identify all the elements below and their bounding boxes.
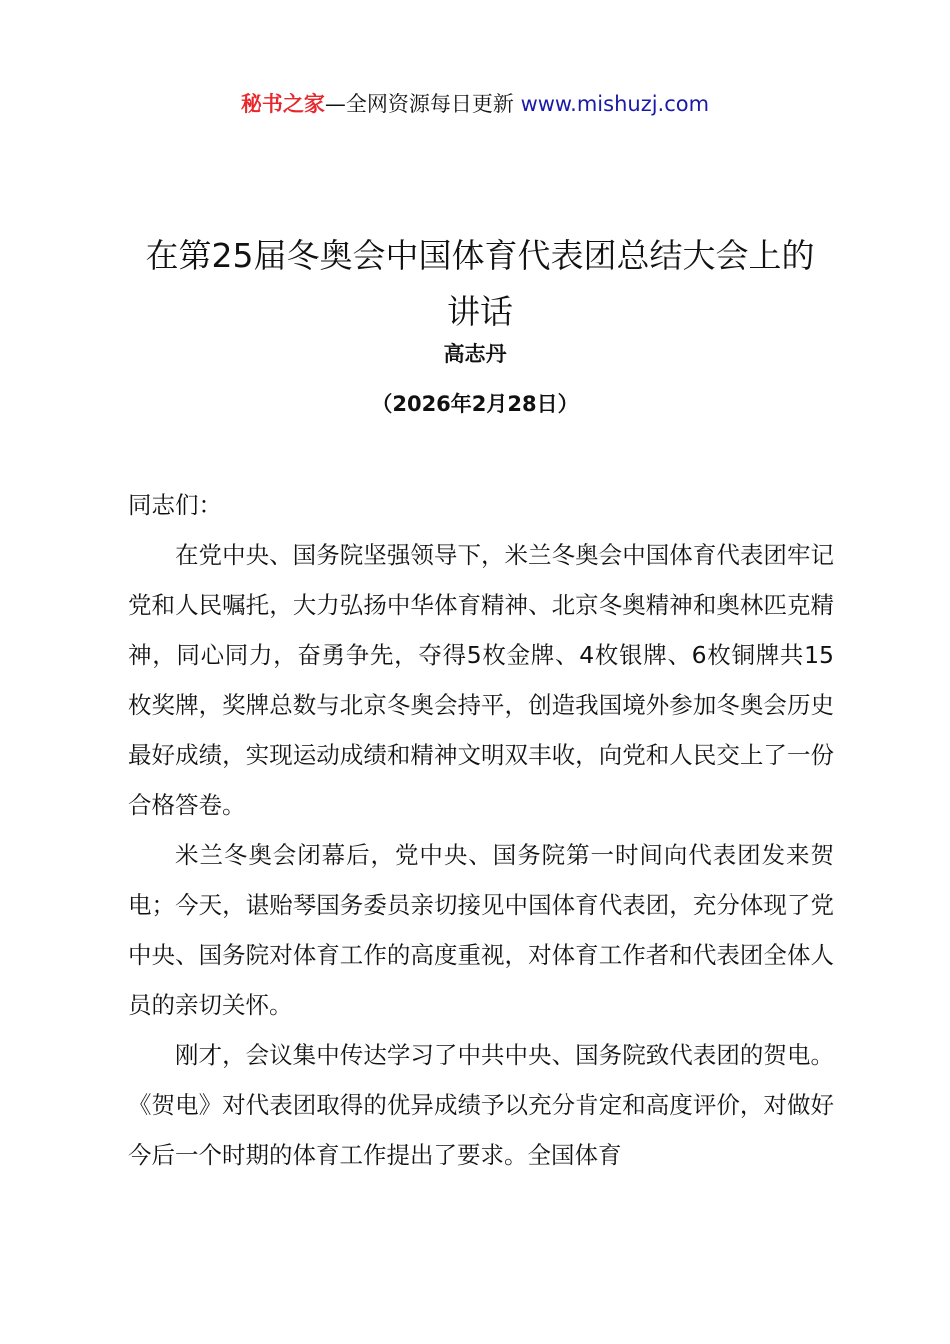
paragraph: 在党中央、国务院坚强领导下，米兰冬奥会中国体育代表团牢记党和人民嘱托，大力弘扬中华体育精神、北京冬奥精神和奥林匹克精神，同心同力，奋勇争先，夺得5枚金牌、4枚银牌、6枚铜牌共15枚奖牌，奖牌总数与北京冬奥会持平，创造我国境外参加冬奥会历史最好成绩，实现运动成绩和精神文明双丰收，向党和人民交上了一份合格答卷。: [128, 541, 834, 819]
document-date: （2026年2月28日）: [371, 392, 579, 416]
site-url[interactable]: www.mishuzj.com: [520, 92, 710, 116]
document-author: 高志丹: [443, 342, 507, 366]
paragraph: 米兰冬奥会闭幕后，党中央、国务院第一时间向代表团发来贺电；今天，谌贻琴国务委员亲切接见中国体育代表团，充分体现了党中央、国务院对体育工作的高度重视，对体育工作者和代表团全体人员的亲切关怀。: [128, 841, 834, 1019]
brand-name: 秘书之家: [240, 92, 325, 116]
site-header: [0, 88, 950, 120]
document-body: [128, 480, 834, 1180]
document-title: 在第25届冬奥会中国体育代表团总结大会上的讲话: [145, 236, 815, 331]
paragraph: 刚才，会议集中传达学习了中共中央、国务院致代表团的贺电。《贺电》对代表团取得的优异成绩予以充分肯定和高度评价，对做好今后一个时期的体育工作提出了要求。全国体育: [128, 1041, 834, 1169]
header-tagline: —全网资源每日更新: [324, 92, 514, 116]
salutation: 同志们：: [128, 491, 222, 519]
